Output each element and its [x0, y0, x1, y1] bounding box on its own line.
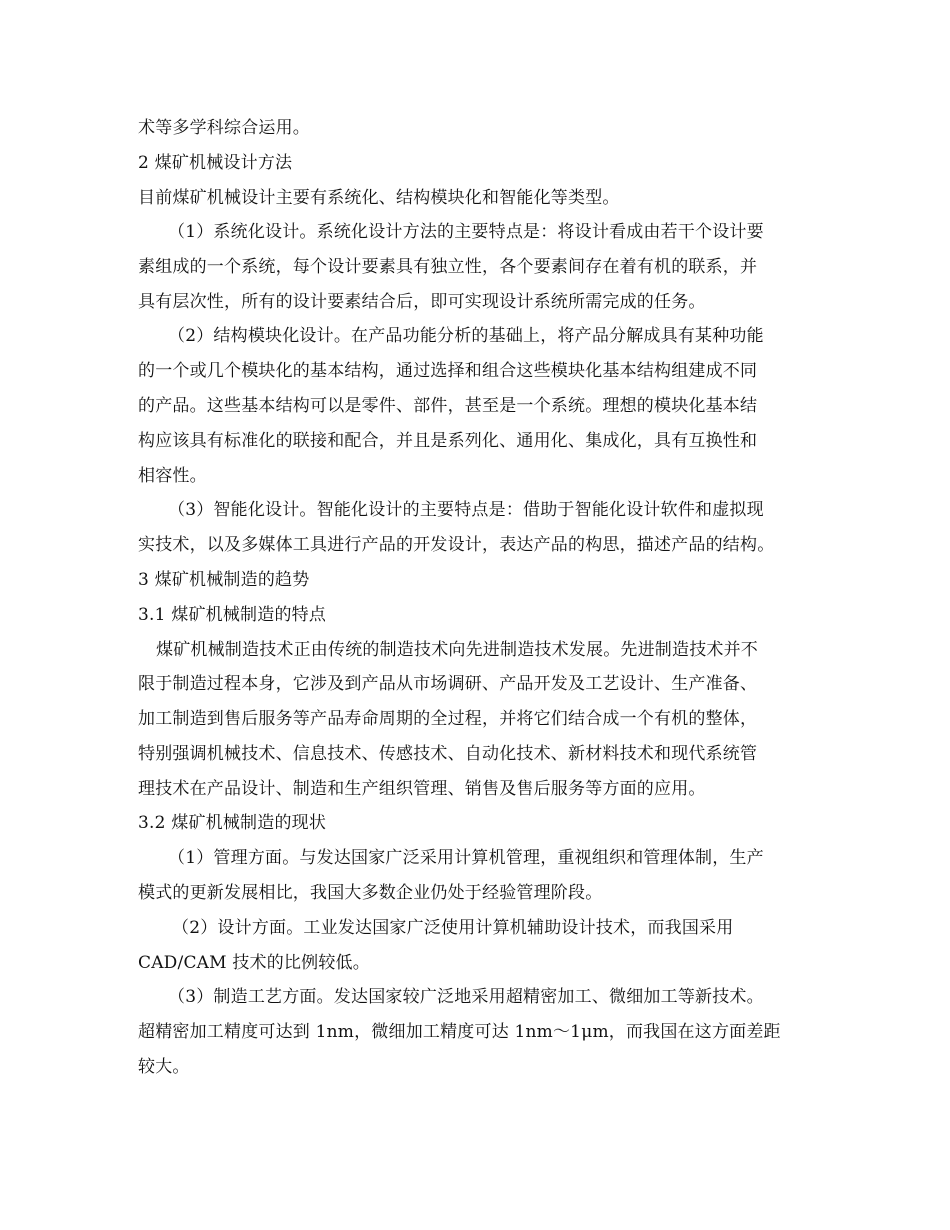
paragraph-line: 的产品。这些基本结构可以是零件、部件，甚至是一个系统。理想的模块化基本结	[138, 396, 758, 416]
paragraph-line: 理技术在产品设计、制造和生产组织管理、销售及售后服务等方面的应用。	[138, 779, 706, 799]
paragraph-line: （1）管理方面。与发达国家广泛采用计算机管理，重视组织和管理体制，生产	[168, 848, 764, 868]
paragraph-line: （3）智能化设计。智能化设计的主要特点是：借助于智能化设计软件和虚拟现	[168, 500, 764, 520]
paragraph-line: （1）系统化设计。系统化设计方法的主要特点是：将设计看成由若干个设计要	[168, 222, 764, 242]
paragraph-line: 限于制造过程本身，它涉及到产品从市场调研、产品开发及工艺设计、生产准备、	[138, 674, 758, 694]
paragraph-line: 特别强调机械技术、信息技术、传感技术、自动化技术、新材料技术和现代系统管	[138, 744, 758, 764]
paragraph-line: 具有层次性，所有的设计要素结合后，即可实现设计系统所需完成的任务。	[138, 292, 706, 312]
subsection-heading: 3.1 煤矿机械制造的特点	[138, 605, 327, 625]
paragraph-line: 加工制造到售后服务等产品寿命周期的全过程，并将它们结合成一个有机的整体，	[138, 709, 758, 729]
paragraph-line: 模式的更新发展相比，我国大多数企业仍处于经验管理阶段。	[138, 883, 603, 903]
paragraph-line: 的一个或几个模块化的基本结构，通过选择和组合这些模块化基本结构组建成不同	[138, 361, 758, 381]
paragraph-line: 术等多学科综合运用。	[138, 118, 310, 138]
paragraph-line: 素组成的一个系统，每个设计要素具有独立性，各个要素间存在着有机的联系，并	[138, 257, 758, 277]
paragraph-line: 相容性。	[138, 466, 207, 486]
paragraph-line: 构应该具有标准化的联接和配合，并且是系列化、通用化、集成化，具有互换性和	[138, 431, 758, 451]
paragraph-line: （2）结构模块化设计。在产品功能分析的基础上，将产品分解成具有某种功能	[168, 326, 764, 346]
paragraph-line: 较大。	[138, 1057, 190, 1077]
paragraph-line: CAD/CAM 技术的比例较低。	[138, 953, 370, 973]
subsection-heading: 3.2 煤矿机械制造的现状	[138, 813, 327, 833]
paragraph-line: （3）制造工艺方面。发达国家较广泛地采用超精密加工、微细加工等新技术。	[168, 987, 764, 1007]
paragraph-line: 目前煤矿机械设计主要有系统化、结构模块化和智能化等类型。	[138, 188, 620, 208]
paragraph-line: （2）设计方面。工业发达国家广泛使用计算机辅助设计技术，而我国采用	[172, 918, 734, 938]
paragraph-line: 实技术，以及多媒体工具进行产品的开发设计，表达产品的构思，描述产品的结构。	[138, 535, 775, 555]
section-heading: 3 煤矿机械制造的趋势	[138, 570, 310, 590]
section-heading: 2 煤矿机械设计方法	[138, 153, 293, 173]
paragraph-line: 超精密加工精度可达到 1nm，微细加工精度可达 1nm～1μm，而我国在这方面差距	[138, 1022, 781, 1042]
paragraph-line: 煤矿机械制造技术正由传统的制造技术向先进制造技术发展。先进制造技术并不	[156, 640, 758, 660]
